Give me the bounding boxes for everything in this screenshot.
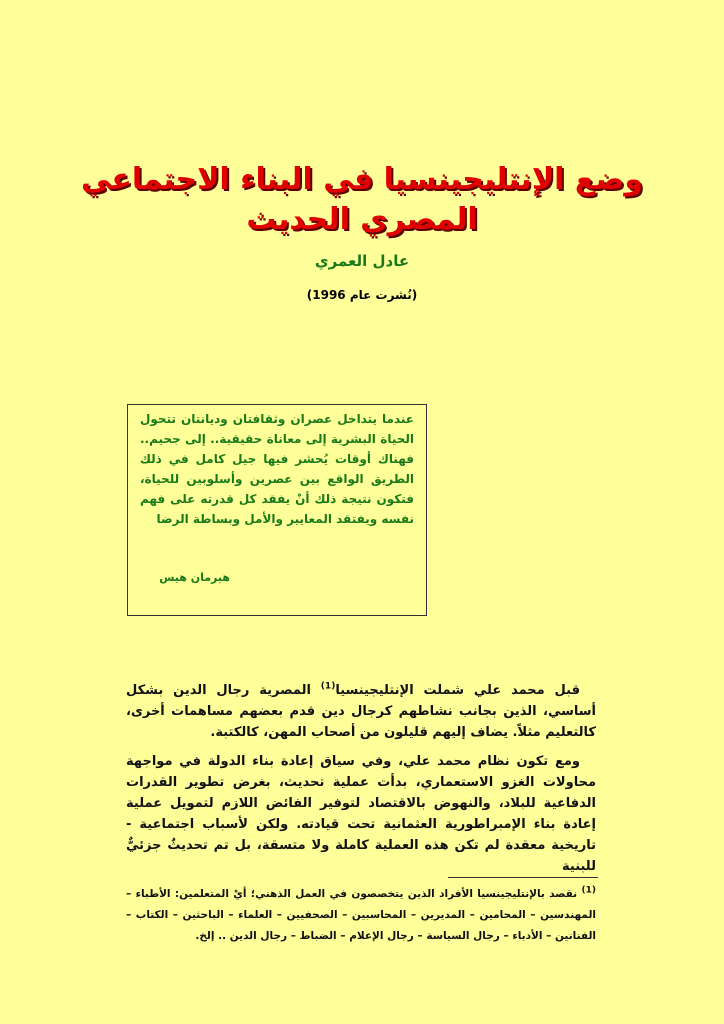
footnote-text: نقصد بالإنتليجينسيا الأفراد الذين يتخصصون في العمل الذهني؛ أيْ المتعلمين: الأطباء – المهندسين – المحامين – المديرين – المحاسبين – الصحفيين – العلماء – الباحثين – الكتاب – الفنانين – الأدباء – رجال السياسة – رجال الإعلام – الضباط – رجال الدين .. إلخ. xyxy=(126,888,596,942)
footnote-reference[interactable]: (1) xyxy=(320,681,336,692)
epigraph-text: عندما يتداخل عصران وثقافتان وديانتان تتحول الحياة البشرية إلى معاناة حقيقية.. إلى جحيم.. فهناك أوقات يُحشر فيها جيل كامل في ذلك الطريق الواقع بين عصرين وأسلوبين للحياة، فتكون نتيجة ذلك أنْ يفقد كل قدرته على فهم نفسه ويفتقد المعايير والأمل وبساطة الرضا xyxy=(140,412,414,526)
title-line-2: المصري الحديث xyxy=(246,202,478,237)
footnote-marker: (1) xyxy=(581,885,596,896)
body-text xyxy=(126,680,596,877)
epigraph-author: هيرمان هيس xyxy=(159,571,230,584)
paragraph-1-rest: المصرية رجال الدين بشكل أساسي، الذين بجانب نشاطهم كرجال دين قدم بعضهم مساهمات أخرى، كالتعليم مثلاً. يضاف إليهم قليلون من أصحاب المهن، كالكتبة. xyxy=(126,683,596,740)
author-name: عادل العمري xyxy=(314,252,410,270)
paragraph-2: ومع تكون نظام محمد علي، وفي سياق إعادة بناء الدولة في مواجهة محاولات الغزو الاستعماري، بدأت عملية تحديث، بغرض تطوير القدرات الدفاعية للبلاد، والنهوض بالاقتصاد لتوفير الفائض اللازم لتمويل عملية إعادة بناء الإمبراطورية العثمانية تحت قيادته. ولكن لأسباب اجتماعية - تاريخية معقدة لم تكن هذه العملية كاملة ولا متسقة، بل تم تحديثٌ جزئيٌّ للبنية xyxy=(126,754,596,874)
publication-date: (نُشرت عام 1996) xyxy=(306,288,418,302)
footnote-divider xyxy=(448,877,598,878)
paragraph-1-start: قبل محمد علي شملت الإنتليجينسيا xyxy=(335,683,580,698)
title-line-1: وضع الإنتليجينسيا في البناء الاجتماعي xyxy=(80,162,644,197)
paragraph-1 xyxy=(126,680,596,743)
footnote xyxy=(126,884,596,947)
epigraph-box xyxy=(127,404,427,616)
document-title xyxy=(0,160,724,240)
